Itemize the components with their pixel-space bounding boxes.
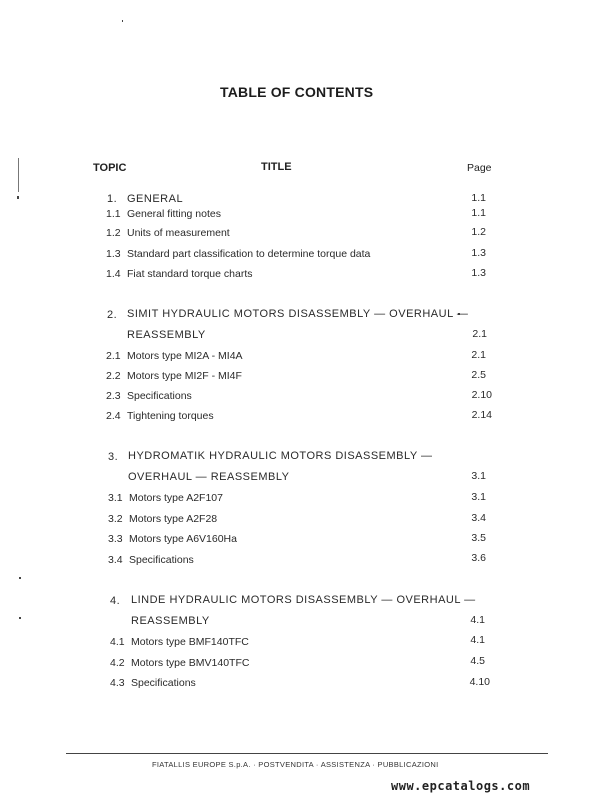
item-title: Motors type MI2F - MI4F	[127, 370, 242, 382]
item-title: Tightening torques	[127, 410, 214, 422]
section-number: 2.	[107, 309, 118, 321]
binder-hole-mark	[17, 196, 19, 199]
item-number: 3.3	[108, 533, 123, 545]
section-page: 4.1	[470, 614, 485, 626]
item-page: 3.6	[471, 552, 486, 564]
binder-hole-mark	[18, 158, 19, 192]
footer-rule	[66, 753, 548, 754]
watermark: www.epcatalogs.com	[391, 779, 531, 793]
item-title: Specifications	[131, 677, 196, 689]
item-page: 2.1	[471, 349, 486, 361]
section-number: 4.	[110, 595, 121, 607]
footer-publisher: FIATALLIS EUROPE S.p.A. · POSTVENDITA · ASSISTENZA · PUBBLICAZIONI	[152, 760, 439, 769]
section-number: 3.	[108, 451, 119, 463]
item-number: 2.3	[106, 390, 121, 402]
item-page: 2.10	[471, 389, 492, 401]
item-number: 3.1	[108, 492, 123, 504]
item-page: 4.5	[470, 655, 485, 667]
item-number: 1.3	[106, 248, 121, 260]
section-title: HYDROMATIK HYDRAULIC MOTORS DISASSEMBLY —	[128, 450, 433, 462]
item-page: 2.5	[471, 369, 486, 381]
item-title: Units of measurement	[127, 227, 230, 239]
section-title-continued: REASSEMBLY	[127, 329, 206, 341]
column-header-topic: TOPIC	[93, 162, 127, 174]
item-page: 3.4	[471, 512, 486, 524]
section-title-continued: OVERHAUL — REASSEMBLY	[128, 471, 290, 483]
item-title: Specifications	[129, 554, 194, 566]
item-number: 2.2	[106, 370, 121, 382]
item-title: Motors type A2F107	[129, 492, 223, 504]
scan-mark	[122, 20, 123, 22]
item-number: 1.2	[106, 227, 121, 239]
page-title: TABLE OF CONTENTS	[220, 84, 374, 100]
item-title: Motors type A2F28	[129, 513, 218, 525]
item-number: 3.2	[108, 513, 123, 525]
item-page: 3.5	[471, 532, 486, 544]
column-header-title: TITLE	[261, 161, 292, 173]
item-title: Motors type A6V160Ha	[129, 533, 237, 545]
binder-hole-mark	[19, 577, 21, 579]
item-number: 3.4	[108, 554, 123, 566]
section-title-continued: REASSEMBLY	[131, 615, 210, 627]
item-title: Motors type MI2A - MI4A	[127, 350, 243, 362]
item-number: 4.2	[110, 657, 125, 669]
binder-hole-mark	[19, 617, 21, 619]
section-title: SIMIT HYDRAULIC MOTORS DISASSEMBLY — OVERHAUL —	[127, 308, 469, 320]
item-title: Motors type BMV140TFC	[131, 657, 250, 669]
item-page: 4.1	[470, 634, 485, 646]
item-page: 4.10	[469, 676, 490, 688]
item-number: 1.1	[106, 208, 121, 220]
item-page: 1.3	[471, 247, 486, 259]
item-title: Fiat standard torque charts	[127, 268, 253, 280]
section-title: GENERAL	[127, 193, 184, 205]
item-number: 2.1	[106, 350, 121, 362]
section-title: LINDE HYDRAULIC MOTORS DISASSEMBLY — OVERHAUL —	[131, 594, 476, 606]
item-title: Motors type BMF140TFC	[131, 636, 249, 648]
item-number: 4.3	[110, 677, 125, 689]
item-page: 1.3	[471, 267, 486, 279]
item-page: 1.2	[471, 226, 486, 238]
section-page: 2.1	[472, 328, 487, 340]
item-title: Specifications	[127, 390, 192, 402]
column-header-page: Page	[467, 162, 492, 174]
item-number: 2.4	[106, 410, 121, 422]
item-page: 2.14	[471, 409, 492, 421]
item-page: 3.1	[471, 491, 486, 503]
section-page: 3.1	[471, 470, 486, 482]
item-page: 1.1	[471, 207, 486, 219]
section-page: 1.1	[471, 192, 486, 204]
item-number: 4.1	[110, 636, 125, 648]
item-number: 1.4	[106, 268, 121, 280]
section-number: 1.	[107, 193, 118, 205]
item-title: Standard part classification to determine torque data	[127, 248, 371, 260]
item-title: General fitting notes	[127, 208, 221, 220]
